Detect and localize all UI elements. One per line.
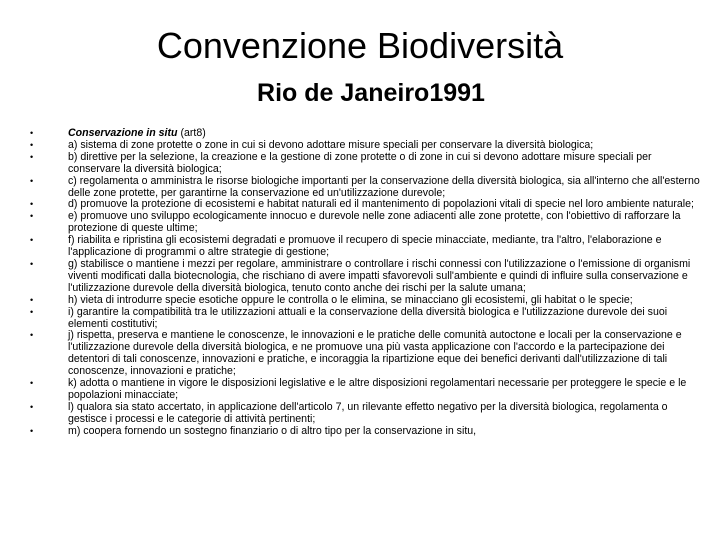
list-item-text: j) rispetta, preserva e mantiene le conoscenze, le innovazioni e le pratiche delle comunità autoctone e locali per la conservazione e l'utilizzazione durevole della diversità biologica, e ne promuove una più vasta applicazione con l'accordo e la partecipazione dei detentori di tali conoscenze, innovazioni e pratiche, e incoraggia la ripartizione eque dei benefici derivanti dall'utilizzazione di tali conoscenze, innovazioni e pratiche; — [68, 329, 682, 378]
bullet-icon: • — [30, 425, 34, 436]
list-item — [30, 307, 700, 331]
list-item-text: d) promuove la protezione di ecosistemi e habitat naturali ed il mantenimento di popolazioni vitali di specie nel loro ambiente naturale; — [68, 198, 694, 211]
bullet-icon: • — [30, 199, 34, 210]
article-list — [30, 128, 700, 438]
bullet-icon: • — [30, 330, 34, 341]
list-item-text: b) direttive per la selezione, la creazione e la gestione di zone protette o di zone in cui si devono adottare misure speciali per conservare la diversità biologica; — [68, 150, 652, 175]
page-subtitle: Rio de Janeiro1991 — [257, 79, 485, 107]
bullet-icon: • — [30, 258, 34, 269]
list-item — [30, 378, 700, 402]
bullet-icon: • — [30, 378, 34, 389]
list-item-text: c) regolamenta o amministra le risorse biologiche importanti per la conservazione della diversità biologica, sia all'interno che all'esterno delle zone protette, per garantirne la conservazione ed un'utilizzazione durevole; — [68, 174, 700, 199]
list-item-text: i) garantire la compatibilità tra le utilizzazioni attuali e la conservazione della diversità biologica e l'utilizzazione durevole dei suoi elementi costitutivi; — [68, 305, 668, 330]
list-item-text: k) adotta o mantiene in vigore le disposizioni legislative e le altre disposizioni regolamentari necessarie per proteggere le specie e le popolazioni minacciate; — [68, 377, 687, 401]
list-item — [30, 330, 700, 378]
bullet-icon: • — [30, 139, 34, 150]
list-item — [30, 259, 700, 295]
list-item — [30, 152, 700, 176]
page-title: Convenzione Biodiversità — [156, 25, 564, 66]
list-item-text: e) promuove uno sviluppo ecologicamente innocuo e durevole nelle zone adiacenti alle zone protette, con l'obiettivo di rafforzare la protezione di queste ultime; — [68, 210, 681, 235]
list-item — [30, 235, 700, 259]
bullet-icon: • — [30, 211, 34, 222]
bullet-icon: • — [30, 401, 34, 412]
list-item — [30, 402, 700, 426]
bullet-icon: • — [30, 294, 34, 305]
list-item — [30, 426, 700, 438]
list-item — [30, 176, 700, 200]
article-reference: (art8) — [177, 127, 206, 139]
bullet-icon: • — [30, 306, 34, 317]
bullet-icon: • — [30, 151, 34, 162]
list-item-text: m) coopera fornendo un sostegno finanziario o di altro tipo per la conservazione in situ, — [68, 424, 477, 437]
list-item-text: g) stabilisce o mantiene i mezzi per regolare, amministrare o controllare i rischi connessi con l'utilizzazione o l'emissione di organismi viventi modificati dalla biotecnologia, che rischiano di avere impatti sfavorevoli sull'ambiente e quindi di influire sulla conservazione e l'utilizzazione durevole della diversità biologica, tenuto conto anche dei rischi per la salute umana; — [68, 257, 691, 294]
bullet-icon: • — [30, 128, 34, 138]
list-item-text: f) riabilita e ripristina gli ecosistemi degradati e promuove il recupero di specie minacciate, mediante, tra l'altro, l'elaborazione e l'applicazione di programmi o altre strategie di gestione; — [68, 234, 662, 259]
section-heading: Conservazione in situ — [68, 127, 178, 139]
bullet-icon: • — [30, 175, 34, 186]
bullet-icon: • — [30, 235, 34, 246]
list-item — [30, 211, 700, 235]
list-item-text: h) vieta di introdurre specie esotiche oppure le controlla o le elimina, se minacciano gli ecosistemi, gli habitat o le specie; — [68, 293, 633, 306]
list-item-text: a) sistema di zone protette o zone in cui si devono adottare misure speciali per conservare la diversità biologica; — [68, 138, 594, 151]
list-item-text: l) qualora sia stato accertato, in applicazione dell'articolo 7, un rilevante effetto negativo per la diversità biologica, regolamenta o gestisce i processi e le categorie di attività pertinenti; — [68, 400, 668, 425]
